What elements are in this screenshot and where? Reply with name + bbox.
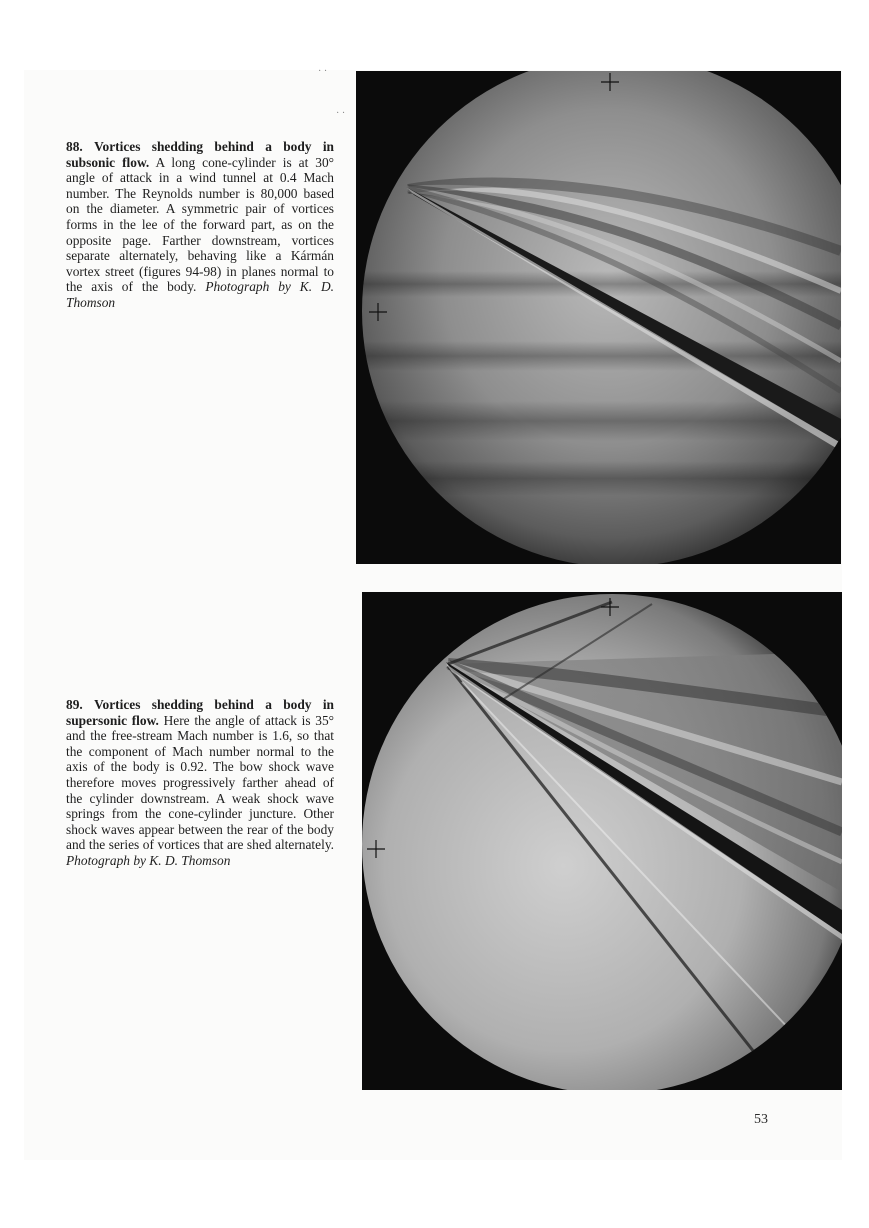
figure-89-title: Vortices shedding behind a body in supersonic flow.: [66, 697, 334, 728]
figure-89-credit: Photograph by K. D. Thomson: [66, 852, 231, 868]
figure-88-number: 88.: [66, 139, 83, 154]
stray-mark: · ·: [318, 66, 328, 77]
figure-89-photograph: [362, 592, 842, 1090]
figure-88-title: Vortices shedding behind a body in subsonic flow.: [66, 139, 334, 170]
figure-88-caption: [66, 139, 334, 311]
stray-mark: · ·: [336, 108, 346, 119]
figure-89-text: Here the angle of attack is 35° and the free-stream Mach number is 1.6, so that the component of Mach number normal to the axis of the body is 0.92. The bow shock wave therefore moves progressively farther ahead of the cylinder downstream. A weak shock wave springs from the cone-cylinder juncture. Other shock waves appear between the rear of the body and the series of vortices that are shed alternately.: [66, 712, 334, 853]
page-number: 53: [754, 1112, 768, 1127]
figure-89-caption: [66, 697, 334, 869]
figure-88-photograph: [356, 71, 841, 564]
figure-88-credit: Photograph by K. D. Thomson: [66, 279, 334, 310]
figure-89-number: 89.: [66, 697, 83, 712]
figure-88-text: A long cone-cylinder is at 30° angle of attack in a wind tunnel at 0.4 Mach number. The Reynolds number is 80,000 based on the diameter. A symmetric pair of vortices forms in the lee of the forward part, as on the opposite page. Farther downstream, vortices separate alternately, behaving like a Kármán vortex street (figures 94-98) in planes normal to the axis of the body.: [66, 154, 335, 295]
